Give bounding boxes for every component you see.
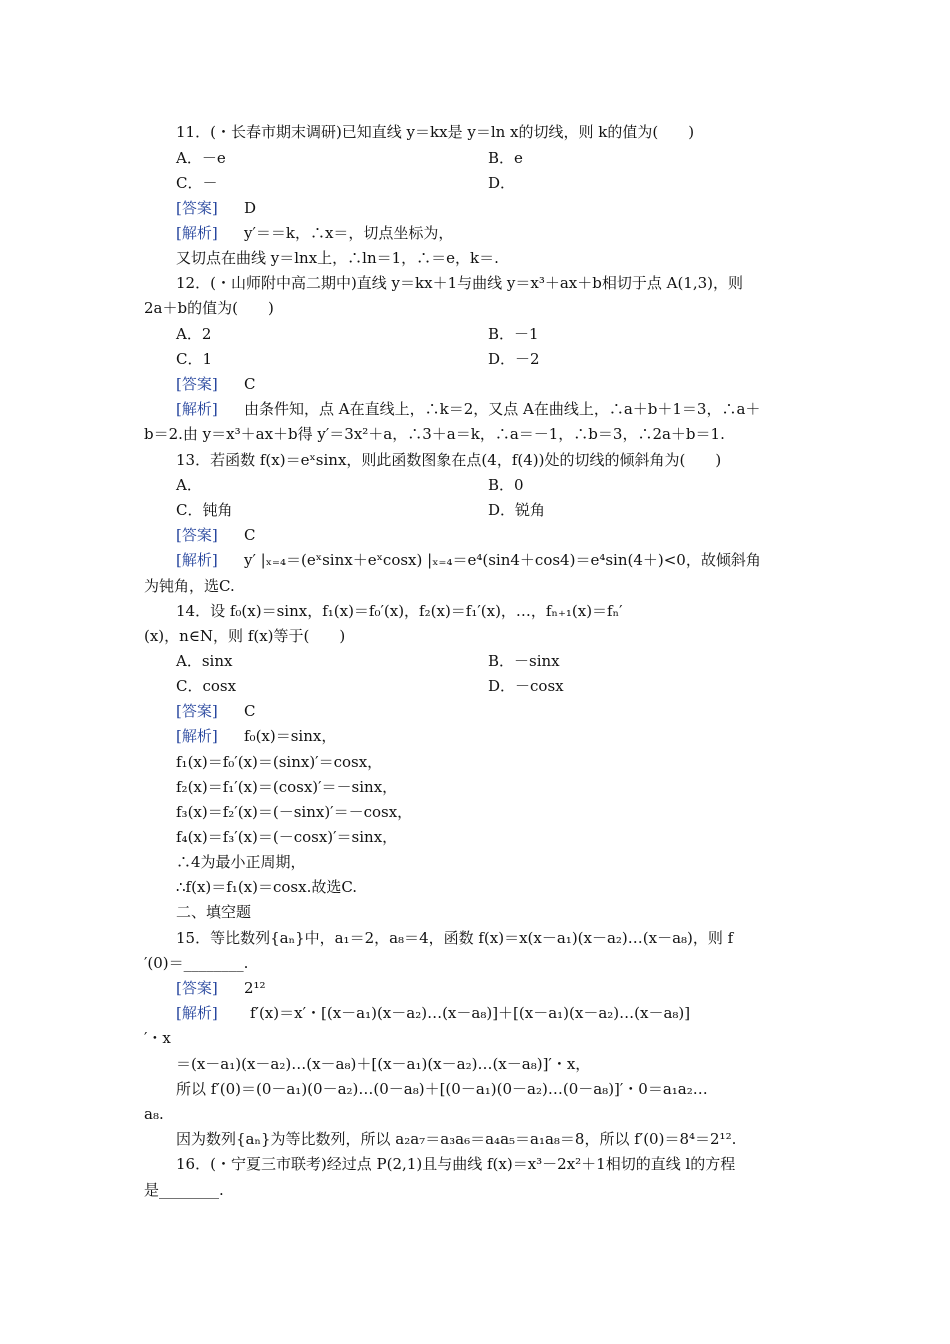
q14-stem-cont: (x)，n∈N，则 f(x)等于( ) <box>144 627 346 645</box>
q12-option-d: D．－2 <box>488 350 540 368</box>
q14-option-c: C．cosx <box>176 677 237 695</box>
q13-option-c: C．钝角 <box>176 501 233 519</box>
q13-option-a: A． <box>176 476 202 494</box>
q15-analysis-line: 所以 f′(0)＝(0－a₁)(0－a₂)…(0－a₈)＋[(0－a₁)(0－a₂)…(0－a₈)]′・0＝a₁a₂… <box>176 1080 708 1098</box>
q14-option-d: D．－cosx <box>488 677 564 695</box>
q14-analysis-line: f₂(x)＝f₁′(x)＝(cosx)′＝－sinx， <box>176 778 398 796</box>
q12-analysis-line: b＝2.由 y＝x³＋ax＋b得 y′＝3x²＋a，∴3＋a＝k，∴a＝－1，∴b＝3，∴2a＋b＝1. <box>144 425 725 443</box>
q11-option-b: B．e <box>488 149 523 167</box>
q14-analysis-line: f₃(x)＝f₂′(x)＝(－sinx)′＝－cosx， <box>176 803 413 821</box>
q14-stem: 14．设 f₀(x)＝sinx，f₁(x)＝f₀′(x)，f₂(x)＝f₁′(x)，…，fₙ₊₁(x)＝fₙ′ <box>176 602 623 620</box>
q14-analysis-line: ∴4为最小正周期， <box>176 853 306 871</box>
q14-answer: C <box>244 702 256 720</box>
q15-answer: 2¹² <box>244 979 266 997</box>
q13-analysis-label: [解析] <box>176 551 218 569</box>
q14-analysis-label: [解析] <box>176 727 218 745</box>
q15-analysis-line: ＝(x－a₁)(x－a₂)…(x－a₈)＋[(x－a₁)(x－a₂)…(x－a₈)]′・x， <box>176 1055 591 1073</box>
q13-analysis-line: y′ |ₓ₌₄＝(eˣsinx＋eˣcosx) |ₓ₌₄＝e⁴(sin4＋cos4)＝e⁴sin(4＋)<0，故倾斜角 <box>244 551 761 569</box>
q11-stem: 11．(・长春市期末调研)已知直线 y＝kx是 y＝ln x的切线，则 k的值为( ) <box>176 123 695 141</box>
q13-answer-label: [答案] <box>176 526 218 544</box>
q16-stem-cont: 是________. <box>144 1181 224 1199</box>
q11-option-c: C．－ <box>176 174 218 192</box>
q13-analysis-line: 为钝角，选C. <box>144 577 235 595</box>
q11-analysis-label: [解析] <box>176 224 218 242</box>
q15-analysis-line: a₈. <box>144 1105 164 1123</box>
q15-analysis-line: ′・x <box>144 1029 171 1047</box>
q12-option-a: A．2 <box>176 325 212 343</box>
q12-analysis-line: 由条件知，点 A在直线上，∴k＝2，又点 A在曲线上，∴a＋b＋1＝3，∴a＋ <box>244 400 761 418</box>
q13-answer: C <box>244 526 256 544</box>
section-heading: 二、填空题 <box>176 903 252 921</box>
q14-analysis-line: ∴f(x)＝f₁(x)＝cosx.故选C. <box>176 878 358 896</box>
q13-option-b: B．0 <box>488 476 524 494</box>
q11-option-d: D． <box>488 174 516 192</box>
q14-analysis-line: f₁(x)＝f₀′(x)＝(sinx)′＝cosx， <box>176 753 383 771</box>
q14-analysis-line: f₀(x)＝sinx， <box>244 727 337 745</box>
q15-stem: 15．等比数列{aₙ}中，a₁＝2，a₈＝4，函数 f(x)＝x(x－a₁)(x－a₂)…(x－a₈)，则 f <box>176 929 734 947</box>
q12-stem: 12．(・山师附中高二期中)直线 y＝kx＋1与曲线 y＝x³＋ax＋b相切于点 A(1,3)，则 <box>176 274 744 292</box>
q15-analysis-label: [解析] <box>176 1004 218 1022</box>
q12-stem-cont: 2a＋b的值为( ) <box>144 299 274 317</box>
q13-option-d: D．锐角 <box>488 501 546 519</box>
q14-analysis-line: f₄(x)＝f₃′(x)＝(－cosx)′＝sinx， <box>176 828 398 846</box>
q11-analysis-line: y′＝＝k，∴x＝，切点坐标为， <box>244 224 454 242</box>
q14-option-a: A．sinx <box>176 652 233 670</box>
q11-answer: D <box>244 199 257 217</box>
q11-analysis-line: 又切点在曲线 y＝lnx上，∴ln＝1，∴＝e，k＝. <box>176 249 499 267</box>
q11-answer-label: [答案] <box>176 199 218 217</box>
q12-answer-label: [答案] <box>176 375 218 393</box>
q12-option-c: C．1 <box>176 350 213 368</box>
q14-answer-label: [答案] <box>176 702 218 720</box>
q11-option-a: A．－e <box>176 149 226 167</box>
q13-stem: 13．若函数 f(x)＝eˣsinx，则此函数图象在点(4，f(4))处的切线的倾斜角为( ) <box>176 451 722 469</box>
q14-option-b: B．－sinx <box>488 652 560 670</box>
q15-answer-label: [答案] <box>176 979 218 997</box>
q12-analysis-label: [解析] <box>176 400 218 418</box>
q16-stem: 16．(・宁夏三市联考)经过点 P(2,1)且与曲线 f(x)＝x³－2x²＋1相切的直线 l的方程 <box>176 1155 736 1173</box>
q12-answer: C <box>244 375 256 393</box>
q15-analysis-line: f′(x)＝x′・[(x－a₁)(x－a₂)…(x－a₈)]＋[(x－a₁)(x－a₂)…(x－a₈)] <box>250 1004 691 1022</box>
q15-stem-cont: ′(0)＝________. <box>144 954 249 972</box>
q12-option-b: B．－1 <box>488 325 539 343</box>
q15-analysis-line: 因为数列{aₙ}为等比数列，所以 a₂a₇＝a₃a₆＝a₄a₅＝a₁a₈＝8，所以 f′(0)＝8⁴＝2¹². <box>176 1130 737 1148</box>
